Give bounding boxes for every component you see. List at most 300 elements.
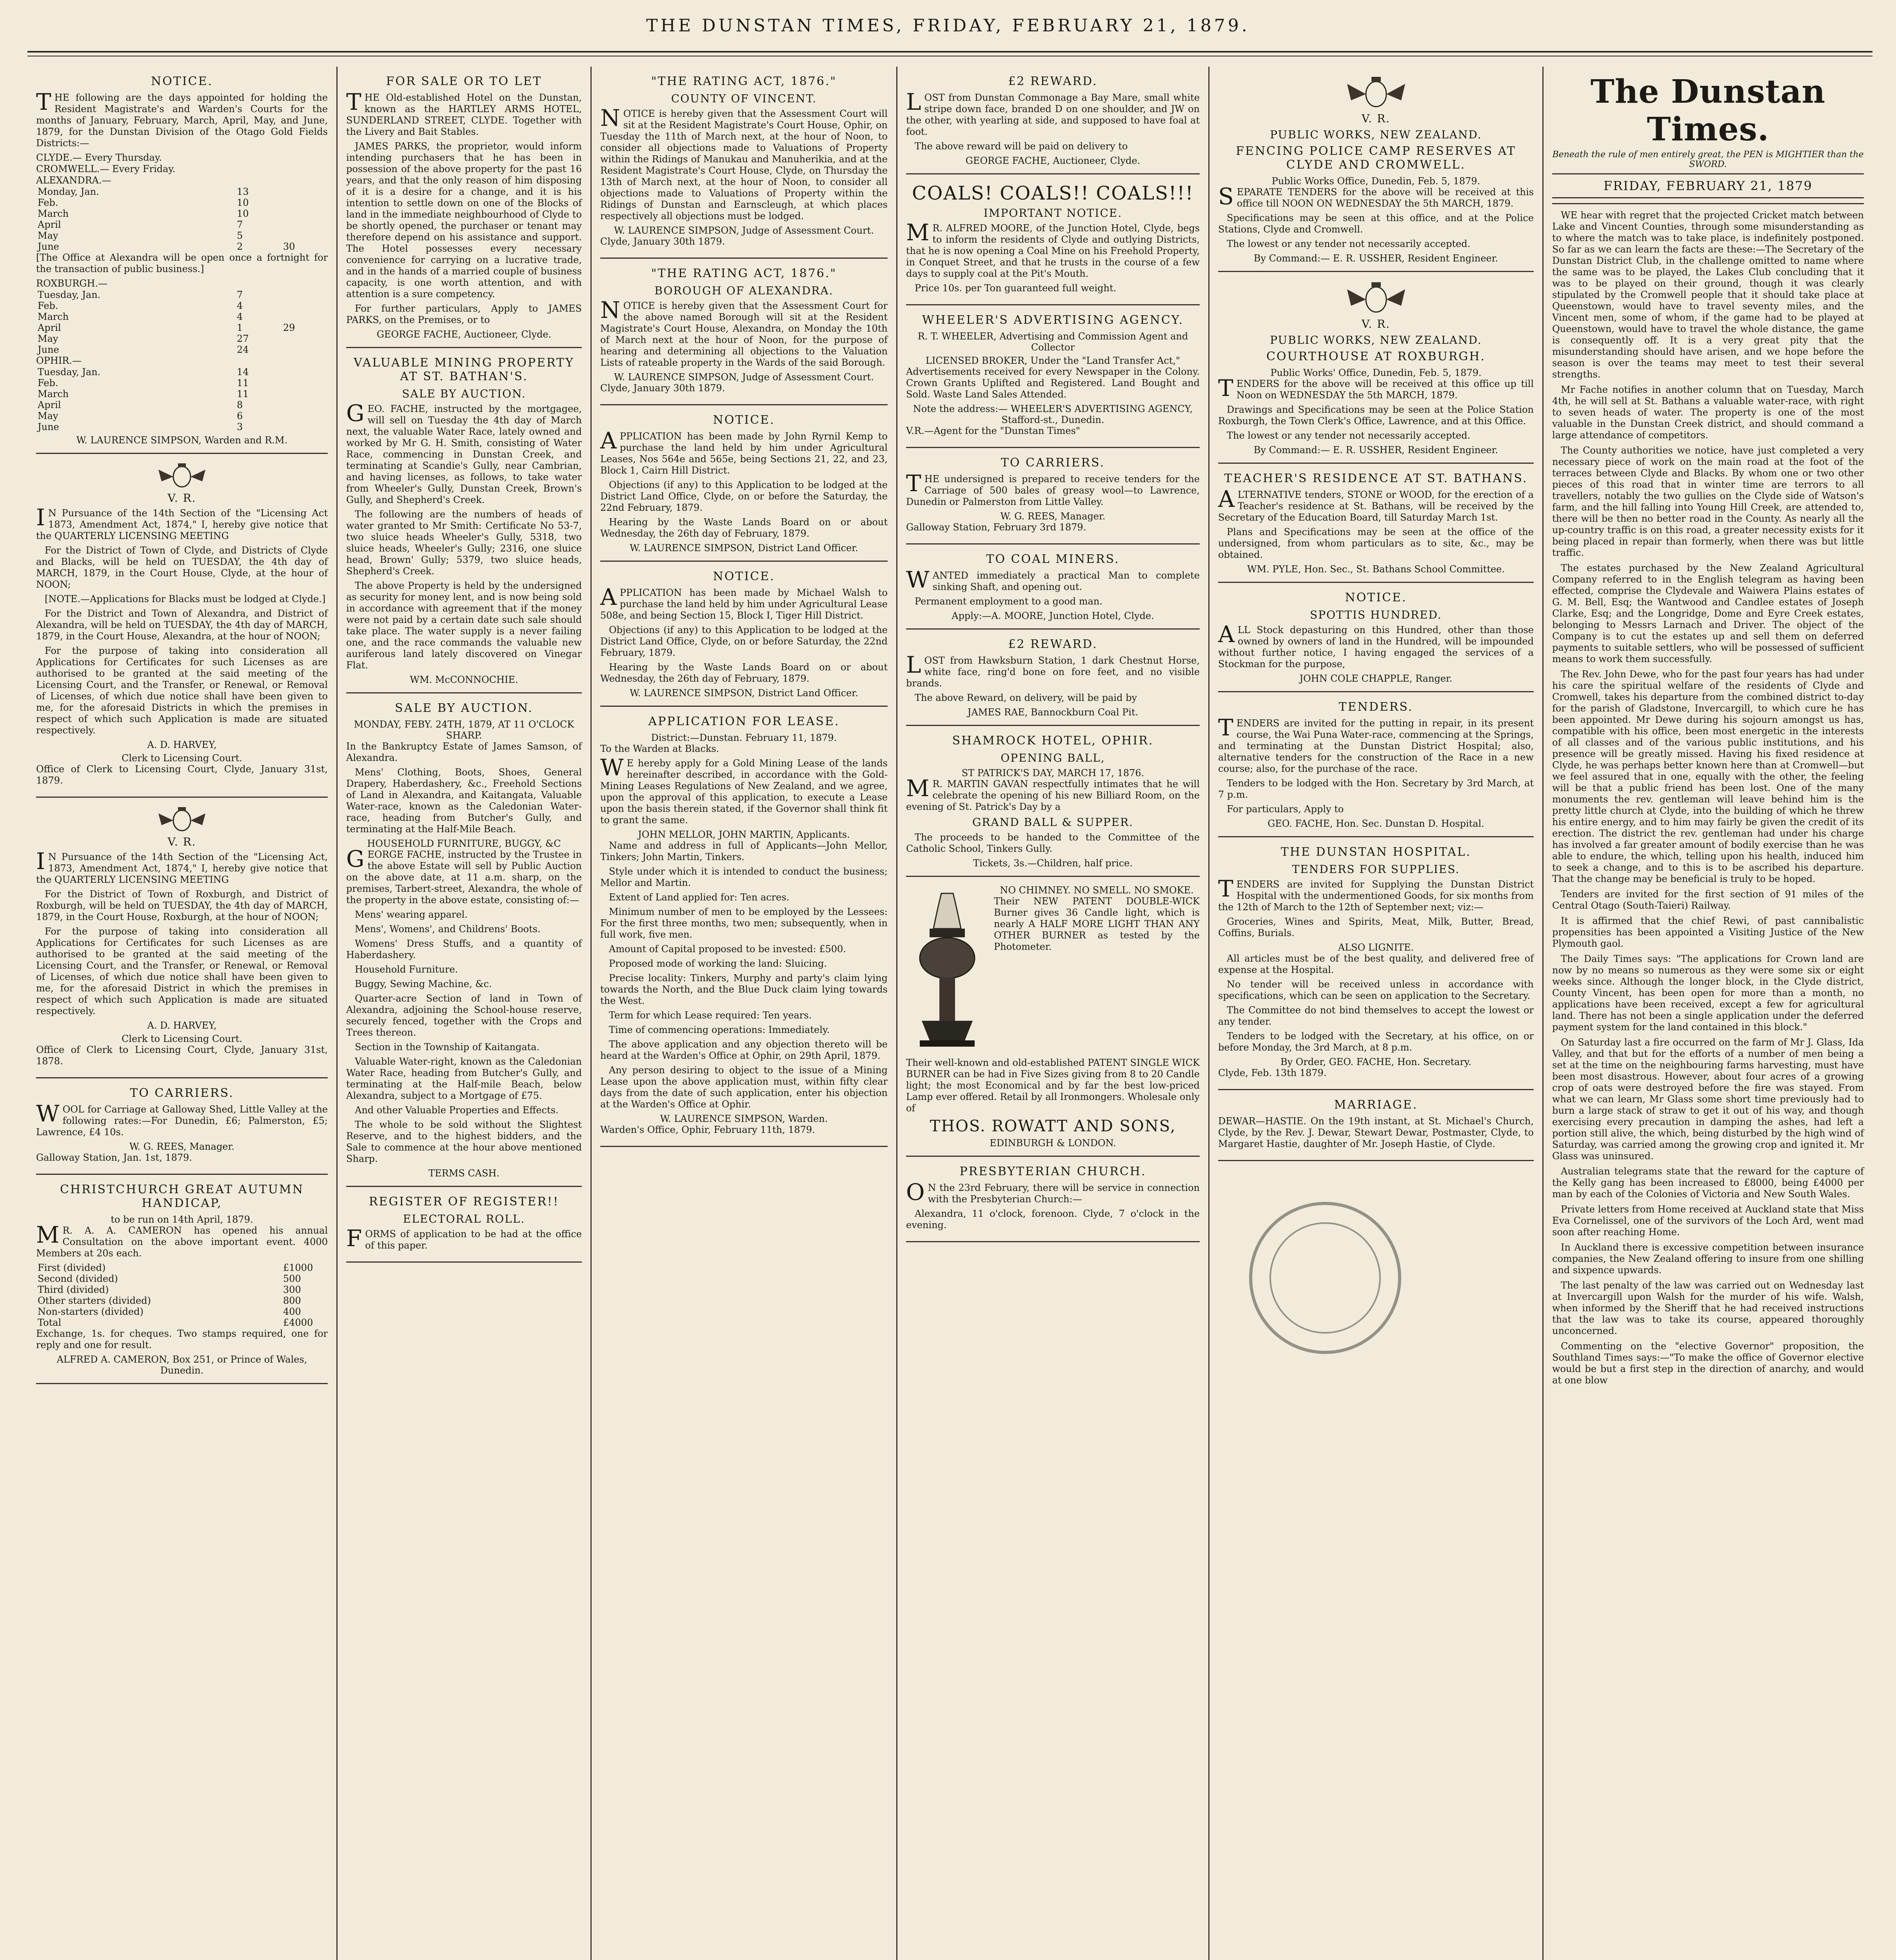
table-row xyxy=(36,1317,328,1328)
teacher-body: ALTERNATIVE tenders, STONE or WOOD, for the erection of a Teacher's residence at St. Bathans, will be received by the Secretary of the Education Board, till Saturday March 1st. xyxy=(1218,486,1534,523)
day-cell xyxy=(281,333,328,344)
prize-amount-cell: 300 xyxy=(283,1284,301,1295)
church-heading: PRESBYTERIAN CHURCH. xyxy=(959,1165,1146,1178)
courthouse-body: TENDERS for the above will be received at this office up till Noon on WEDNESDAY the 5th MARCH, 1879. xyxy=(1218,375,1534,401)
month-cell: Monday, Jan. xyxy=(38,186,99,197)
auction-summary: Mens' Clothing, Boots, Shoes, General Drapery, Haberdashery, &c., Freehold Sections of Land in Alexandra, and Kaitangata, Valuable Water-race, known as the Caledonian Water-race, heading from Butcher's Gully, and terminating at the Half-Mile Beach. xyxy=(346,767,582,835)
day-cell xyxy=(281,289,328,300)
hospital-also: ALSO LIGNITE. xyxy=(1338,942,1414,953)
month-cell: May xyxy=(38,410,58,421)
day-cell xyxy=(281,388,328,399)
newspaper-page xyxy=(27,67,1872,1960)
courthouse-place: Public Works' Office, Dunedin, Feb. 5, 1879. xyxy=(1270,367,1482,378)
day-cell xyxy=(281,377,328,388)
coals-body: MR. ALFRED MOORE, of the Junction Hotel, Clyde, begs to inform the residents of Clyde and outlying Districts, that he is now opening a Coal Mine on his Freehold Property, in Conquet Street, and that he trusts in the course of a few days to supply coal at the Pit's Mouth. xyxy=(906,219,1200,279)
handicap-ad xyxy=(36,1175,328,1384)
church-notice xyxy=(906,1157,1200,1242)
rating-sub: BOROUGH OF ALEXANDRA. xyxy=(654,284,834,297)
prize-label-cell: Third (divided) xyxy=(38,1284,109,1295)
church-times: Alexandra, 11 o'clock, forenoon. Clyde, 7 o'clock in the evening. xyxy=(906,1208,1200,1230)
day-cell xyxy=(281,208,328,219)
fence-place: Public Works Office, Dunedin, Feb. 5, 1879. xyxy=(1271,176,1480,187)
column-6-editorial xyxy=(1542,67,1872,1960)
licensing-alexandra: For the District and Town of Alexandra, and District of Alexandra, will be held on TUESDAY, the 4th day of MARCH, 1879, in the Court House, Alexandra, at the hour of NOON; xyxy=(36,608,328,642)
table-row xyxy=(36,410,328,421)
vr-heading: V. R. xyxy=(167,492,196,505)
handicap-note: Exchange, 1s. for cheques. Two stamps required, one for reply and one for result. xyxy=(36,1328,328,1350)
clyde-line: CLYDE.— Every Thursday. xyxy=(36,152,162,163)
notice-hearing: Hearing by the Waste Lands Board on or about Wednesday, the 26th day of February, 1879. xyxy=(600,517,888,539)
agency-note: V.R.—Agent for the "Dunstan Times" xyxy=(906,425,1081,436)
notice-heading: NOTICE. xyxy=(713,413,775,427)
table-row xyxy=(36,421,328,432)
teacher-plans: Plans and Specifications may be seen at the office of the undersigned, from whom particulars as to site, &c., may be obtained. xyxy=(1218,526,1534,560)
lamp-details: Their well-known and old-established PATENT SINGLE WICK BURNER can be had in Five Sizes giving from 8 to 20 Candle light; the most Economical and by far the best low-priced Lamp ever offered. Retail by all Ironmongers. Wholesale only of xyxy=(906,1057,1200,1114)
month-cell: Feb. xyxy=(38,377,58,388)
table-row xyxy=(36,230,328,241)
lease-place: District:—Dunstan. February 11, 1879. xyxy=(651,732,837,743)
list-item: Extent of Land applied for: Ten acres. xyxy=(609,892,790,903)
roxburgh-schedule xyxy=(36,289,328,355)
handicap-body: MR. A. A. CAMERON has opened his annual Consultation on the above important event. 4000 Members at 20s each. xyxy=(36,1221,328,1259)
day-cell xyxy=(281,367,328,377)
notice-body: APPLICATION has been made by John Ryrnil Kemp to purchase the land held by him under Agricultural Leases, Nos 564e and 565e, being Sections 21, 22, and 23, Block 1, Cairn Hill District. xyxy=(600,427,888,476)
hospital-heading: THE DUNSTAN HOSPITAL. xyxy=(1280,845,1471,859)
land-notice-walsh xyxy=(600,562,888,707)
notice-body: APPLICATION has been made by Michael Walsh to purchase the land held by him under Agricultural Lease 508e, and being Section 15, Block I, Tiger Hill District. xyxy=(600,584,888,621)
day-cell: 4 xyxy=(237,311,243,322)
marriage-heading: MARRIAGE. xyxy=(1334,1098,1418,1112)
editorial-paragraph: WE hear with regret that the projected Cricket match between Lake and Vincent Counties, through some misunderstanding as to where the match was to take place, is indefinitely postponed. So far as we can learn the facts are these:—The Secretary of the Dunstan District Club, in the challenge omitted to name where the same was to be played, the Lakes Club concluding that it was to be played on their ground, though it was clearly stipulated by the Cromwell people that it should take place at Queenstown, would have to travel seventy miles, and the Vincent men, some of whom, if the game had to be played at Queenstown, would have to travel the whole distance, the game is consequently off. It is a very great pity that the misunderstanding should have arisen, and we hope before the season is over the teams may meet to test their several strengths. xyxy=(1552,210,1864,380)
table-row xyxy=(36,322,328,333)
table-row xyxy=(36,219,328,230)
courthouse-drawings: Drawings and Specifications may be seen at the Police Station Roxburgh, the Town Clerk's Office, Lawrence, and at this Office. xyxy=(1218,404,1534,426)
notice-signature: W. LAURENCE SIMPSON, District Land Officer. xyxy=(630,688,858,699)
lease-applicants: JOHN MELLOR, JOHN MARTIN, Applicants. xyxy=(638,829,850,840)
day-cell: 24 xyxy=(237,344,249,355)
notice-heading: NOTICE. xyxy=(713,570,775,583)
column-3 xyxy=(590,67,896,1960)
alexandra-label: ALEXANDRA.— xyxy=(36,175,111,186)
marriage-notice xyxy=(1218,1090,1534,1161)
reward-heading: £2 REWARD. xyxy=(1008,637,1098,651)
carriers-tender-ad xyxy=(906,448,1200,544)
prize-table xyxy=(36,1262,328,1328)
spottis-signature: JOHN COLE CHAPPLE, Ranger. xyxy=(1299,673,1453,684)
mining-signature: WM. McCONNOCHIE. xyxy=(410,674,518,685)
list-item: Style under which it is intended to conduct the business; Mellor and Martin. xyxy=(600,866,888,888)
tenders-signature: GEO. FACHE, Hon. Sec. Dunstan D. Hospital. xyxy=(1268,818,1484,829)
handicap-signature: ALFRED A. CAMERON, Box 251, or Prince of Wales, Dunedin. xyxy=(56,1354,307,1376)
table-row xyxy=(36,1284,328,1295)
roxburgh-label: ROXBURGH.— xyxy=(36,278,108,289)
day-cell xyxy=(281,219,328,230)
notice-objections: Objections (if any) to this Application to be lodged at the District Land Office, Clyde, on or before Saturday, the 22nd February, 1879. xyxy=(600,624,888,658)
mining-sub: SALE BY AUCTION. xyxy=(402,387,526,400)
month-cell: Feb. xyxy=(38,197,58,208)
prize-label-cell: Other starters (divided) xyxy=(38,1295,151,1306)
alexandra-schedule xyxy=(36,186,328,252)
licensing-purpose: For the purpose of taking into consideration all Applications for Certificates for such Licenses as are authorised to be granted at the said meeting of the Licensing Court, and the Transfer, or Renewal, or Removal of Licenses, of which due notice shall have been given to me, for the aforesaid District in which the premises in respect of which such Application is made are situated respectively. xyxy=(36,926,328,1016)
editorial-body xyxy=(1552,204,1864,1386)
prize-amount-cell: 500 xyxy=(283,1273,301,1284)
reward-horse xyxy=(906,630,1200,726)
prize-amount-cell: £1000 xyxy=(283,1262,313,1273)
day-cell xyxy=(281,344,328,355)
reward-mare xyxy=(906,67,1200,174)
carriers-body: THE undersigned is prepared to receive tenders for the Carriage of 500 bales of greasy wool—to Lawrence, Dunedin or Palmerston from Little Valley. xyxy=(906,470,1200,507)
list-item: And other Valuable Properties and Effects. xyxy=(355,1105,559,1116)
list-item: Term for which Lease required: Ten years. xyxy=(609,1010,812,1021)
auction-estate: In the Bankruptcy Estate of James Samson, of Alexandra. xyxy=(346,741,582,763)
licensing-purpose: For the purpose of taking into consideration all Applications for Certificates for such Licenses as are authorised to be granted at the said meeting of the Licensing Court, and the Transfer, or Renewal, or Removal of Licenses, of which due notice shall have been given to me, for the aforesaid Districts in which the premises in respect of which such Application is made are situated respectively. xyxy=(36,645,328,736)
day-cell: 7 xyxy=(237,289,243,300)
reward-delivery: The above Reward, on delivery, will be paid by xyxy=(915,692,1137,703)
auction-furniture: HOUSEHOLD FURNITURE, BUGGY, &C xyxy=(367,838,561,849)
teacher-signature: WM. PYLE, Hon. Sec., St. Bathans School Committee. xyxy=(1247,564,1505,575)
table-row xyxy=(36,311,328,322)
day-cell: 30 xyxy=(283,241,295,252)
day-cell: 13 xyxy=(237,186,249,197)
day-cell xyxy=(281,311,328,322)
auction-reserve: The whole to be sold without the Slightest Reserve, and to the highest bidders, and the Sale to commence at the hour above mentioned Sharp. xyxy=(346,1119,582,1164)
day-cell: 11 xyxy=(237,388,249,399)
header-rule xyxy=(27,51,1872,53)
list-item: Buggy, Sewing Machine, &c. xyxy=(355,978,492,989)
day-cell: 14 xyxy=(237,367,249,377)
miners-employment: Permanent employment to a good man. xyxy=(915,596,1102,607)
day-cell xyxy=(281,186,328,197)
prize-amount-cell: 400 xyxy=(283,1306,301,1317)
month-cell: Feb. xyxy=(38,300,58,311)
month-cell: June xyxy=(38,421,59,432)
carriers-signature: W. G. REES, Manager. xyxy=(1000,511,1106,522)
lease-heading: APPLICATION FOR LEASE. xyxy=(648,715,840,728)
handicap-sub: to be run on 14th April, 1879. xyxy=(111,1214,253,1225)
licensing-roxburgh: For the District of Town of Roxburgh, and District of Roxburgh, will be held on TUESDAY, the 4th day of MARCH, 1879, in the Court House, Roxburgh, at the hour of NOON; xyxy=(36,889,328,922)
month-cell: June xyxy=(38,241,59,252)
coal-miners-ad xyxy=(906,544,1200,630)
agency-sub: LICENSED BROKER, Under the "Land Transfer Act," xyxy=(925,355,1180,366)
list-item: Mens', Womens', and Childrens' Boots. xyxy=(355,924,541,935)
advertising-agency-ad xyxy=(906,305,1200,448)
reward-body: LOST from Hawksburn Station, 1 dark Chestnut Horse, white face, ring'd bone on fore feet, and no visible brands. xyxy=(906,652,1200,689)
courthouse-heading: COURTHOUSE AT ROXBURGH. xyxy=(1266,350,1486,363)
rating-signature: W. LAURENCE SIMPSON, Judge of Assessment Court. xyxy=(614,372,874,383)
notice-signature: W. LAURENCE SIMPSON, Warden and R.M. xyxy=(76,435,288,446)
carriers-body: WOOL for Carriage at Galloway Shed, Little Valley at the following rates:—For Dunedin, £6; Palmerston, £5; Lawrence, £4 10s. xyxy=(36,1100,328,1138)
reward-heading: £2 REWARD. xyxy=(1008,74,1098,88)
hospital-date: Clyde, Feb. 13th 1879. xyxy=(1218,1067,1327,1078)
month-cell: April xyxy=(38,219,61,230)
coals-sub: IMPORTANT NOTICE. xyxy=(983,207,1122,220)
courthouse-lowest: The lowest or any tender not necessarily accepted. xyxy=(1227,430,1471,441)
public-works-heading: PUBLIC WORKS, NEW ZEALAND. xyxy=(1270,334,1482,347)
editorial-paragraph: In Auckland there is excessive competition between insurance companies, the New Zealand offering to insure from one shilling and sixpence upwards. xyxy=(1552,1242,1864,1276)
table-row xyxy=(36,1262,328,1273)
alexandra-note: [The Office at Alexandra will be open once a fortnight for the transaction of public business.] xyxy=(36,252,328,274)
lease-to: To the Warden at Blacks. xyxy=(600,743,719,754)
editorial-paragraph: It is affirmed that the chief Rewi, of past cannibalistic propensities has been appointed a Visiting Justice of the New Plymouth gaol. xyxy=(1552,915,1864,949)
month-cell: April xyxy=(38,399,61,410)
auction-date: MONDAY, FEBY. 24TH, 1879, AT 11 O'CLOCK SHARP. xyxy=(354,719,574,741)
day-cell: 2 xyxy=(237,241,243,252)
ophir-label: OPHIR.— xyxy=(36,355,82,366)
month-cell: April xyxy=(38,322,61,333)
day-cell: 1 xyxy=(237,322,243,333)
auction-item-list xyxy=(346,909,582,1116)
column-1 xyxy=(27,67,336,1960)
list-item: Quarter-acre Section of land in Town of Alexandra, adjoining the School-house reserve, securely fenced, together with the Crops and Trees thereon. xyxy=(346,993,582,1038)
lease-body: WE hereby apply for a Gold Mining Lease of the lands hereinafter described, in accordance with the Gold-Mining Leases Regulations of New Zealand, and we agree, upon the approval of this application, to execute a Lease upon the basis therein stated, if the Governor shall think fit to grant the same. xyxy=(600,754,888,826)
list-item: Household Furniture. xyxy=(355,964,458,975)
list-item: Time of commencing operations: Immediately. xyxy=(609,1024,830,1035)
hospital-signature: By Order, GEO. FACHE, Hon. Secretary. xyxy=(1280,1056,1472,1067)
ball-date: ST PATRICK'S DAY, MARCH 17, 1876. xyxy=(961,768,1144,779)
royal-crest-icon xyxy=(1333,280,1419,315)
editorial-paragraph: On Saturday last a fire occurred on the farm of Mr J. Glass, Ida Valley, and that but for the efforts of a number of men being a set at the time on the neighbouring farms harvesting, must have been most disastrous. However, about four acres of a growing crop of oats were destroyed before the fire was stayed. From what we can learn, Mr Glass some short time previously had to burn a large stack of straw to get it out of his way, and though exercising every precaution in damping the ashes, had left a portion still alive, the which, being disturbed by the high wind of Saturday, was carried among the growing crop and ignited it. Mr Glass was uninsured. xyxy=(1552,1037,1864,1161)
oil-lamp-icon xyxy=(906,886,988,1054)
agency-address: Note the address:— WHEELER'S ADVERTISING AGENCY, Stafford-st., Dunedin. xyxy=(913,403,1193,425)
licensing-signature: A. D. HARVEY, xyxy=(147,739,217,750)
church-body: ON the 23rd February, there will be service in connection with the Presbyterian Church:— xyxy=(906,1179,1200,1205)
lamp-brand: THOS. ROWATT AND SONS, xyxy=(930,1117,1176,1135)
rating-signature: W. LAURENCE SIMPSON, Judge of Assessment Court. xyxy=(614,225,874,236)
water-race-tenders xyxy=(1218,692,1534,837)
court-days-notice xyxy=(36,67,328,454)
table-row xyxy=(36,208,328,219)
day-cell: 27 xyxy=(237,333,249,344)
hospital-quality: All articles must be of the best quality, and delivered free of expense at the Hospital. xyxy=(1218,953,1534,975)
licensing-body: IN Pursuance of the 14th Section of the "Licensing Act, 1873, Amendment Act, 1874," I, hereby give notice that the QUARTERLY LICENSING MEETING xyxy=(36,848,328,885)
prize-label-cell: Total xyxy=(38,1317,62,1328)
lamp-text: Their NEW PATENT DOUBLE-WICK Burner gives 36 Candle light, which is nearly A HALF MORE LIGHT THAN ANY OTHER BURNER as tested by the Photometer. xyxy=(994,896,1200,952)
rating-act-vincent xyxy=(600,67,888,259)
royal-crest-icon xyxy=(143,462,221,489)
hospital-lodging: Tenders to be lodged with the Secretary, at his office, on or before Monday, the 3rd March, at 8 p.m. xyxy=(1218,1031,1534,1053)
rating-date: Clyde, January 30th 1879. xyxy=(600,236,725,247)
month-cell: Tuesday, Jan. xyxy=(38,289,101,300)
day-cell xyxy=(281,399,328,410)
mining-body: GEO. FACHE, instructed by the mortgagee, will sell on Tuesday the 4th day of March next, the valuable Water Race, lately owned and worked by Mr G. H. Smith, consisting of Water Race, commencing in Dunstan Creek, and terminating at Scandie's Gully, near Cambrian, and having licenses, as follows, to take water from Wheeler's Gully, Dunstan Creek, Brown's Gully, and Shepherd's Creek. xyxy=(346,400,582,505)
list-item: Any person desiring to object to the issue of a Mining Lease upon the above application must, within fifty clear days from the date of such application, enter his objection at the Warden's Office at Ophir. xyxy=(600,1065,888,1110)
rating-act-alexandra xyxy=(600,259,888,405)
handicap-heading: CHRISTCHURCH GREAT AUTUMN HANDICAP, xyxy=(60,1183,304,1210)
prize-label-cell: Non-starters (divided) xyxy=(38,1306,143,1317)
column-4 xyxy=(896,67,1208,1960)
opening-ball-ad xyxy=(906,726,1200,877)
rating-body: NOTICE is hereby given that the Assessment Court for the above named Borough will sit at the Resident Magistrate's Court House, Alexandra, on Monday the 10th of March next at the hour of Noon, for the purpose of hearing and determining all objections to the Valuation Lists of rateable property in the Wards of the said Borough. xyxy=(600,297,888,368)
day-cell: 5 xyxy=(237,230,243,241)
carriers-heading: TO CARRIERS. xyxy=(1001,456,1105,470)
lamp-headline: NO CHIMNEY. NO SMELL. NO SMOKE. xyxy=(1000,885,1194,896)
table-row xyxy=(36,344,328,355)
auction-terms: TERMS CASH. xyxy=(429,1168,499,1179)
spottis-notice xyxy=(1218,583,1534,692)
licensing-notice-clyde xyxy=(36,454,328,798)
paper-title: The Dunstan Times. xyxy=(1590,73,1826,148)
month-cell: March xyxy=(38,388,69,399)
day-cell: 8 xyxy=(237,399,243,410)
month-cell: March xyxy=(38,311,69,322)
fence-body: SEPARATE TENDERS for the above will be received at this office till NOON ON WEDNESDAY the 5th MARCH, 1879. xyxy=(1218,183,1534,210)
list-item: Mens' wearing apparel. xyxy=(355,909,468,920)
table-row xyxy=(36,377,328,388)
marriage-body: DEWAR—HASTIE. On the 19th instant, at St. Michael's Church, Clyde, by the Rev. J. Dewar, Stewart Dewar, Postmaster, Clyde, to Margaret Hastie, daughter of Mr. Joseph Hastie, of Clyde. xyxy=(1218,1116,1534,1149)
notice-signature: W. LAURENCE SIMPSON, District Land Officer. xyxy=(630,543,858,554)
rating-date: Clyde, January 30th 1879. xyxy=(600,383,725,394)
hospital-specs: No tender will be received unless in accordance with specifications, which can be seen on application to the Secretary. xyxy=(1218,979,1534,1001)
coals-heading: COALS! COALS!! COALS!!! xyxy=(912,182,1194,204)
reward-signature: GEORGE FACHE, Auctioneer, Clyde. xyxy=(965,155,1141,166)
editorial-date: FRIDAY, FEBRUARY 21, 1879 xyxy=(1552,173,1864,198)
tenders-particulars: For particulars, Apply to xyxy=(1227,804,1344,815)
hospital-tenders xyxy=(1218,837,1534,1090)
carriers-signature: W. G. REES, Manager. xyxy=(129,1141,234,1152)
licensing-body: IN Pursuance of the 14th Section of the "Licensing Act 1873, Amendment Act, 1874," I, hereby give notice that the QUARTERLY LICENSING MEETING xyxy=(36,504,328,541)
hospital-sub: TENDERS FOR SUPPLIES. xyxy=(1292,863,1460,876)
courthouse-signature: By Command:— E. R. USSHER, Resident Engineer. xyxy=(1253,445,1498,456)
notice-hearing: Hearing by the Waste Lands Board on or about Wednesday, the 26th day of February, 1879. xyxy=(600,662,888,684)
table-row xyxy=(36,367,328,377)
licensing-role: Clerk to Licensing Court. xyxy=(122,753,242,764)
day-cell: 29 xyxy=(283,322,295,333)
editorial-paragraph: The Rev. John Dewe, who for the past four years has had under his care the spiritual welfare of the residents of Clyde and Cromwell, takes his departure from the combined district to-day for the parish of Gladstone, Invercargill, to which cure he has been appointed. Mr Dewe during his sojourn amongst us has, compatible with his office, been most energetic in the interests of all classes and of the various public institutions, and his presence will be greatly missed. Having his fixed residence at Clyde, he was perhaps better known here than at Cromwell—but we feel assured that in one, equally with the other, the feeling will be that a public friend has been lost. One of the many monuments the rev. gentleman will leave behind him is the pretty little church at Clyde, into the building of which he threw his entire energy, and to him may fairly be given the credit of its erection. The district the rev. gentleman had under his charge has involved a far greater amount of bodily exercise than he was able to endure, the which, telling upon his health, induced him to seek a change, and to this is to be ascribed his departure. That the change may be beneficial is truly to be hoped. xyxy=(1552,669,1864,884)
electoral-roll-ad xyxy=(346,1187,582,1263)
day-cell: 4 xyxy=(237,300,243,311)
vr-heading: V. R. xyxy=(167,835,196,848)
roll-body: FORMS of application to be had at the office of this paper. xyxy=(346,1225,582,1252)
hospital-committee: The Committee do not bind themselves to accept the lowest or any tender. xyxy=(1218,1005,1534,1027)
table-row xyxy=(36,186,328,197)
notice-objections: Objections (if any) to this Application to be lodged at the District Land Office, Clyde, on or before the Saturday, the 22nd February, 1879. xyxy=(600,479,888,513)
table-row xyxy=(36,333,328,344)
cromwell-line: CROMWELL.— Every Friday. xyxy=(36,163,176,174)
carriers-place: Galloway Station, Jan. 1st, 1879. xyxy=(36,1152,193,1163)
prize-amount-cell: 800 xyxy=(283,1295,301,1306)
royal-crest-icon xyxy=(143,806,221,833)
prize-label-cell: First (divided) xyxy=(38,1262,106,1273)
ball-tickets: Tickets, 3s.—Children, half price. xyxy=(973,858,1133,869)
hotel-heading: SHAMROCK HOTEL, OPHIR. xyxy=(952,734,1154,748)
table-row xyxy=(36,1273,328,1284)
lease-warden: W. LAURENCE SIMPSON, Warden. xyxy=(660,1113,828,1124)
day-cell xyxy=(281,300,328,311)
editorial-paragraph: The County authorities we notice, have just completed a very necessary piece of work on the main road at the foot of the terraces between Clyde and Blacks. By whom one or two other pieces of this road that in winter time are terrors to all travellers, notably the two gullies on the Clyde side of Watson's farm, and the hill falling into Young Hill Creek, are attended to, there will be then no better road in the County. As nearly all the up-country traffic is on this road, a greater necessity exists for it being placed in repair than formerly, when there was but little traffic. xyxy=(1552,445,1864,558)
lease-application xyxy=(600,707,888,1147)
bankruptcy-auction-ad xyxy=(346,693,582,1187)
ball-body: MR. MARTIN GAVAN respectfully intimates that he will celebrate the opening of his new Billiard Room, on the evening of St. Patrick's Day by a xyxy=(906,775,1200,812)
paper-motto: Beneath the rule of men entirely great, the PEN is MIGHTIER than the SWORD. xyxy=(1552,150,1864,169)
day-cell xyxy=(281,421,328,432)
table-row xyxy=(36,399,328,410)
page-header: THE DUNSTAN TIMES, FRIDAY, FEBRUARY 21, 1879. xyxy=(646,16,1250,36)
day-cell: 11 xyxy=(237,377,249,388)
reward-body: LOST from Dunstan Commonage a Bay Mare, small white stripe down face, branded D on one shoulder, and JW on the other, with yearling at side, and supposed to have foal at foot. xyxy=(906,89,1200,137)
tenders-lodging: Tenders to be lodged with the Hon. Secretary by 3rd March, at 7 p.m. xyxy=(1218,778,1534,800)
ball-sub: GRAND BALL & SUPPER. xyxy=(972,816,1134,829)
fence-lowest: The lowest or any tender not necessarily accepted. xyxy=(1227,238,1471,249)
notice-heading: NOTICE. xyxy=(1345,591,1407,604)
licensing-note: [NOTE.—Applications for Blacks must be lodged at Clyde.] xyxy=(45,593,326,604)
day-cell: 6 xyxy=(237,410,243,421)
fence-heading: FENCING POLICE CAMP RESERVES AT CLYDE AND CROMWELL. xyxy=(1236,144,1516,172)
mining-water-heads: The following are the numbers of heads of water granted to Mr Smith: Certificate No 53-7, two sluice heads Wheeler's Gully, 5318, two sluice heads, Wheeler's Gully; 2316, one sluice head, Brown' Gully; 5379, two sluice heads, Shepherd's Creek. xyxy=(346,509,582,577)
agency-body: R. T. WHEELER, Advertising and Commission Agent and Collector xyxy=(917,331,1188,353)
vr-heading: V. R. xyxy=(1361,318,1391,330)
list-item: The above application and any objection thereto will be heard at the Warden's Office at Ophir, on 29th April, 1879. xyxy=(600,1039,888,1061)
table-row xyxy=(36,241,328,252)
table-row xyxy=(36,1295,328,1306)
lamp-ad xyxy=(906,877,1200,1157)
licensing-clyde: For the District of Town of Clyde, and Districts of Clyde and Blacks, will be held on TUESDAY, the 4th day of MARCH, 1879, in the Court House, Clyde, at the hour of NOON; xyxy=(36,545,328,590)
table-row xyxy=(36,388,328,399)
day-cell xyxy=(281,410,328,421)
prize-label-cell: Second (divided) xyxy=(38,1273,118,1284)
masthead xyxy=(0,0,1896,59)
licensing-office: Office of Clerk to Licensing Court, Clyde, January 31st, 1878. xyxy=(36,1044,328,1067)
notice-heading: NOTICE. xyxy=(151,74,213,88)
editorial-paragraph: Australian telegrams state that the reward for the capture of the Kelly gang has been increased to £8000, being £4000 per man by each of the Colonies of Victoria and New South Wales. xyxy=(1552,1166,1864,1200)
carriers-heading: TO CARRIERS. xyxy=(130,1086,234,1100)
table-row xyxy=(36,289,328,300)
list-item: Amount of Capital proposed to be invested: £500. xyxy=(609,944,846,955)
day-cell: 10 xyxy=(237,208,249,219)
day-cell xyxy=(281,197,328,208)
teacher-heading: TEACHER'S RESIDENCE AT ST. BATHANS. xyxy=(1224,472,1528,485)
table-row xyxy=(36,300,328,311)
roll-heading: ELECTORAL ROLL. xyxy=(403,1212,525,1225)
notice-body: THE following are the days appointed for holding the Resident Magistrate's and Warden's Courts for the months of January, February, March, April, May, and June, 1879, for the Dunstan Division of the Otago Gold Fields Districts:— xyxy=(36,89,328,149)
hotel-sale-ad xyxy=(346,67,582,348)
public-works-heading: PUBLIC WORKS, NEW ZEALAND. xyxy=(1270,128,1482,141)
day-cell xyxy=(281,230,328,241)
table-row xyxy=(36,1306,328,1317)
list-item: Valuable Water-right, known as the Caledonian Water Race, heading from Butcher's Gully, and terminating at the Half-mile Beach, below Alexandra, subject to a Mortgage of £75. xyxy=(346,1056,582,1101)
editorial-paragraph: The Daily Times says: "The applications for Crown land are now by no means so numerous as they were some six or eight weeks since. Although the longer block, in the Clyde district, County Vincent, has been open for more than a month, no applications have been received, except a few for agricultural land. There has not been a single application under the deferred payment system for the land contained in this block." xyxy=(1552,953,1864,1033)
rating-sub: COUNTY OF VINCENT. xyxy=(671,92,817,105)
tenders-heading: TENDERS. xyxy=(1338,700,1413,714)
table-row xyxy=(36,197,328,208)
list-item: Name and address in full of Applicants—John Mellor, Tinkers; John Martin, Tinkers. xyxy=(600,840,888,862)
ball-proceeds: The proceeds to be handed to the Committee of the Catholic School, Tinkers Gully. xyxy=(906,832,1200,854)
list-item: Proposed mode of working the land: Sluicing. xyxy=(609,958,827,969)
list-item: Section in the Township of Kaitangata. xyxy=(355,1042,540,1053)
editorial-paragraph: The last penalty of the law was carried out on Wednesday last at Invercargill upon Walsh for the murder of his wife. Walsh, when informed by the Sheriff that he had received instructions that the law was to take its course, appeared thoroughly unconcerned. xyxy=(1552,1280,1864,1336)
editorial-paragraph: Commenting on the "elective Governor" proposition, the Southland Times says:—"To make the office of Governor elective would be but a first step in the direction of anarchy, and would at one blow xyxy=(1552,1341,1864,1386)
lamp-place: EDINBURGH & LONDON. xyxy=(990,1138,1116,1149)
list-item: Minimum number of men to be employed by the Lessees: For the first three months, two men; subsequently, when in full work, five men. xyxy=(600,906,888,940)
mining-property-ad xyxy=(346,348,582,693)
day-cell: 7 xyxy=(237,219,243,230)
month-cell: May xyxy=(38,333,58,344)
coals-price: Price 10s. per Ton guaranteed full weight. xyxy=(915,283,1117,294)
hospital-body: TENDERS are invited for Supplying the Dunstan District Hospital with the undermentioned Goods, for six months from the 12th of March to the 12th of September next; viz:— xyxy=(1218,875,1534,913)
fence-specs: Specifications may be seen at this office, and at the Police Stations, Clyde and Cromwell. xyxy=(1218,212,1534,235)
column-2 xyxy=(336,67,590,1960)
miners-contact: Apply:—A. MOORE, Junction Hotel, Clyde. xyxy=(952,610,1154,621)
rating-heading: "THE RATING ACT, 1876." xyxy=(651,267,837,280)
licensing-role: Clerk to Licensing Court. xyxy=(122,1033,242,1044)
sale-description: JAMES PARKS, the proprietor, would inform intending purchasers that he has been in possession of the above property for the past 16 years, and that the only reason of him disposing of it is a desire for a change, and it is his intention to settle down on one of the Blocks of land in the immediate neighbourhood of Clyde to be shortly opened, the purchaser or tenant may therefore depend on his assistance and support. The Hotel possesses every necessary convenience for carrying on a lucrative trade, and in the hands of a married couple of business capacity, is one worth attention, and with attention is a sure competency. xyxy=(346,141,582,299)
royal-crest-icon xyxy=(1333,74,1419,110)
agency-heading: WHEELER'S ADVERTISING AGENCY. xyxy=(922,313,1184,327)
fencing-tender xyxy=(1218,67,1534,272)
editorial-masthead xyxy=(1552,67,1864,204)
list-item: Womens' Dress Stuffs, and a quantity of Haberdashery. xyxy=(346,938,582,960)
licensing-signature: A. D. HARVEY, xyxy=(147,1020,217,1031)
agency-services: Advertisements received for every Newspaper in the Colony. Crown Grants Uplifted and Registered. Land Bought and Sold. Waste Land Sales Attended. xyxy=(906,366,1200,400)
